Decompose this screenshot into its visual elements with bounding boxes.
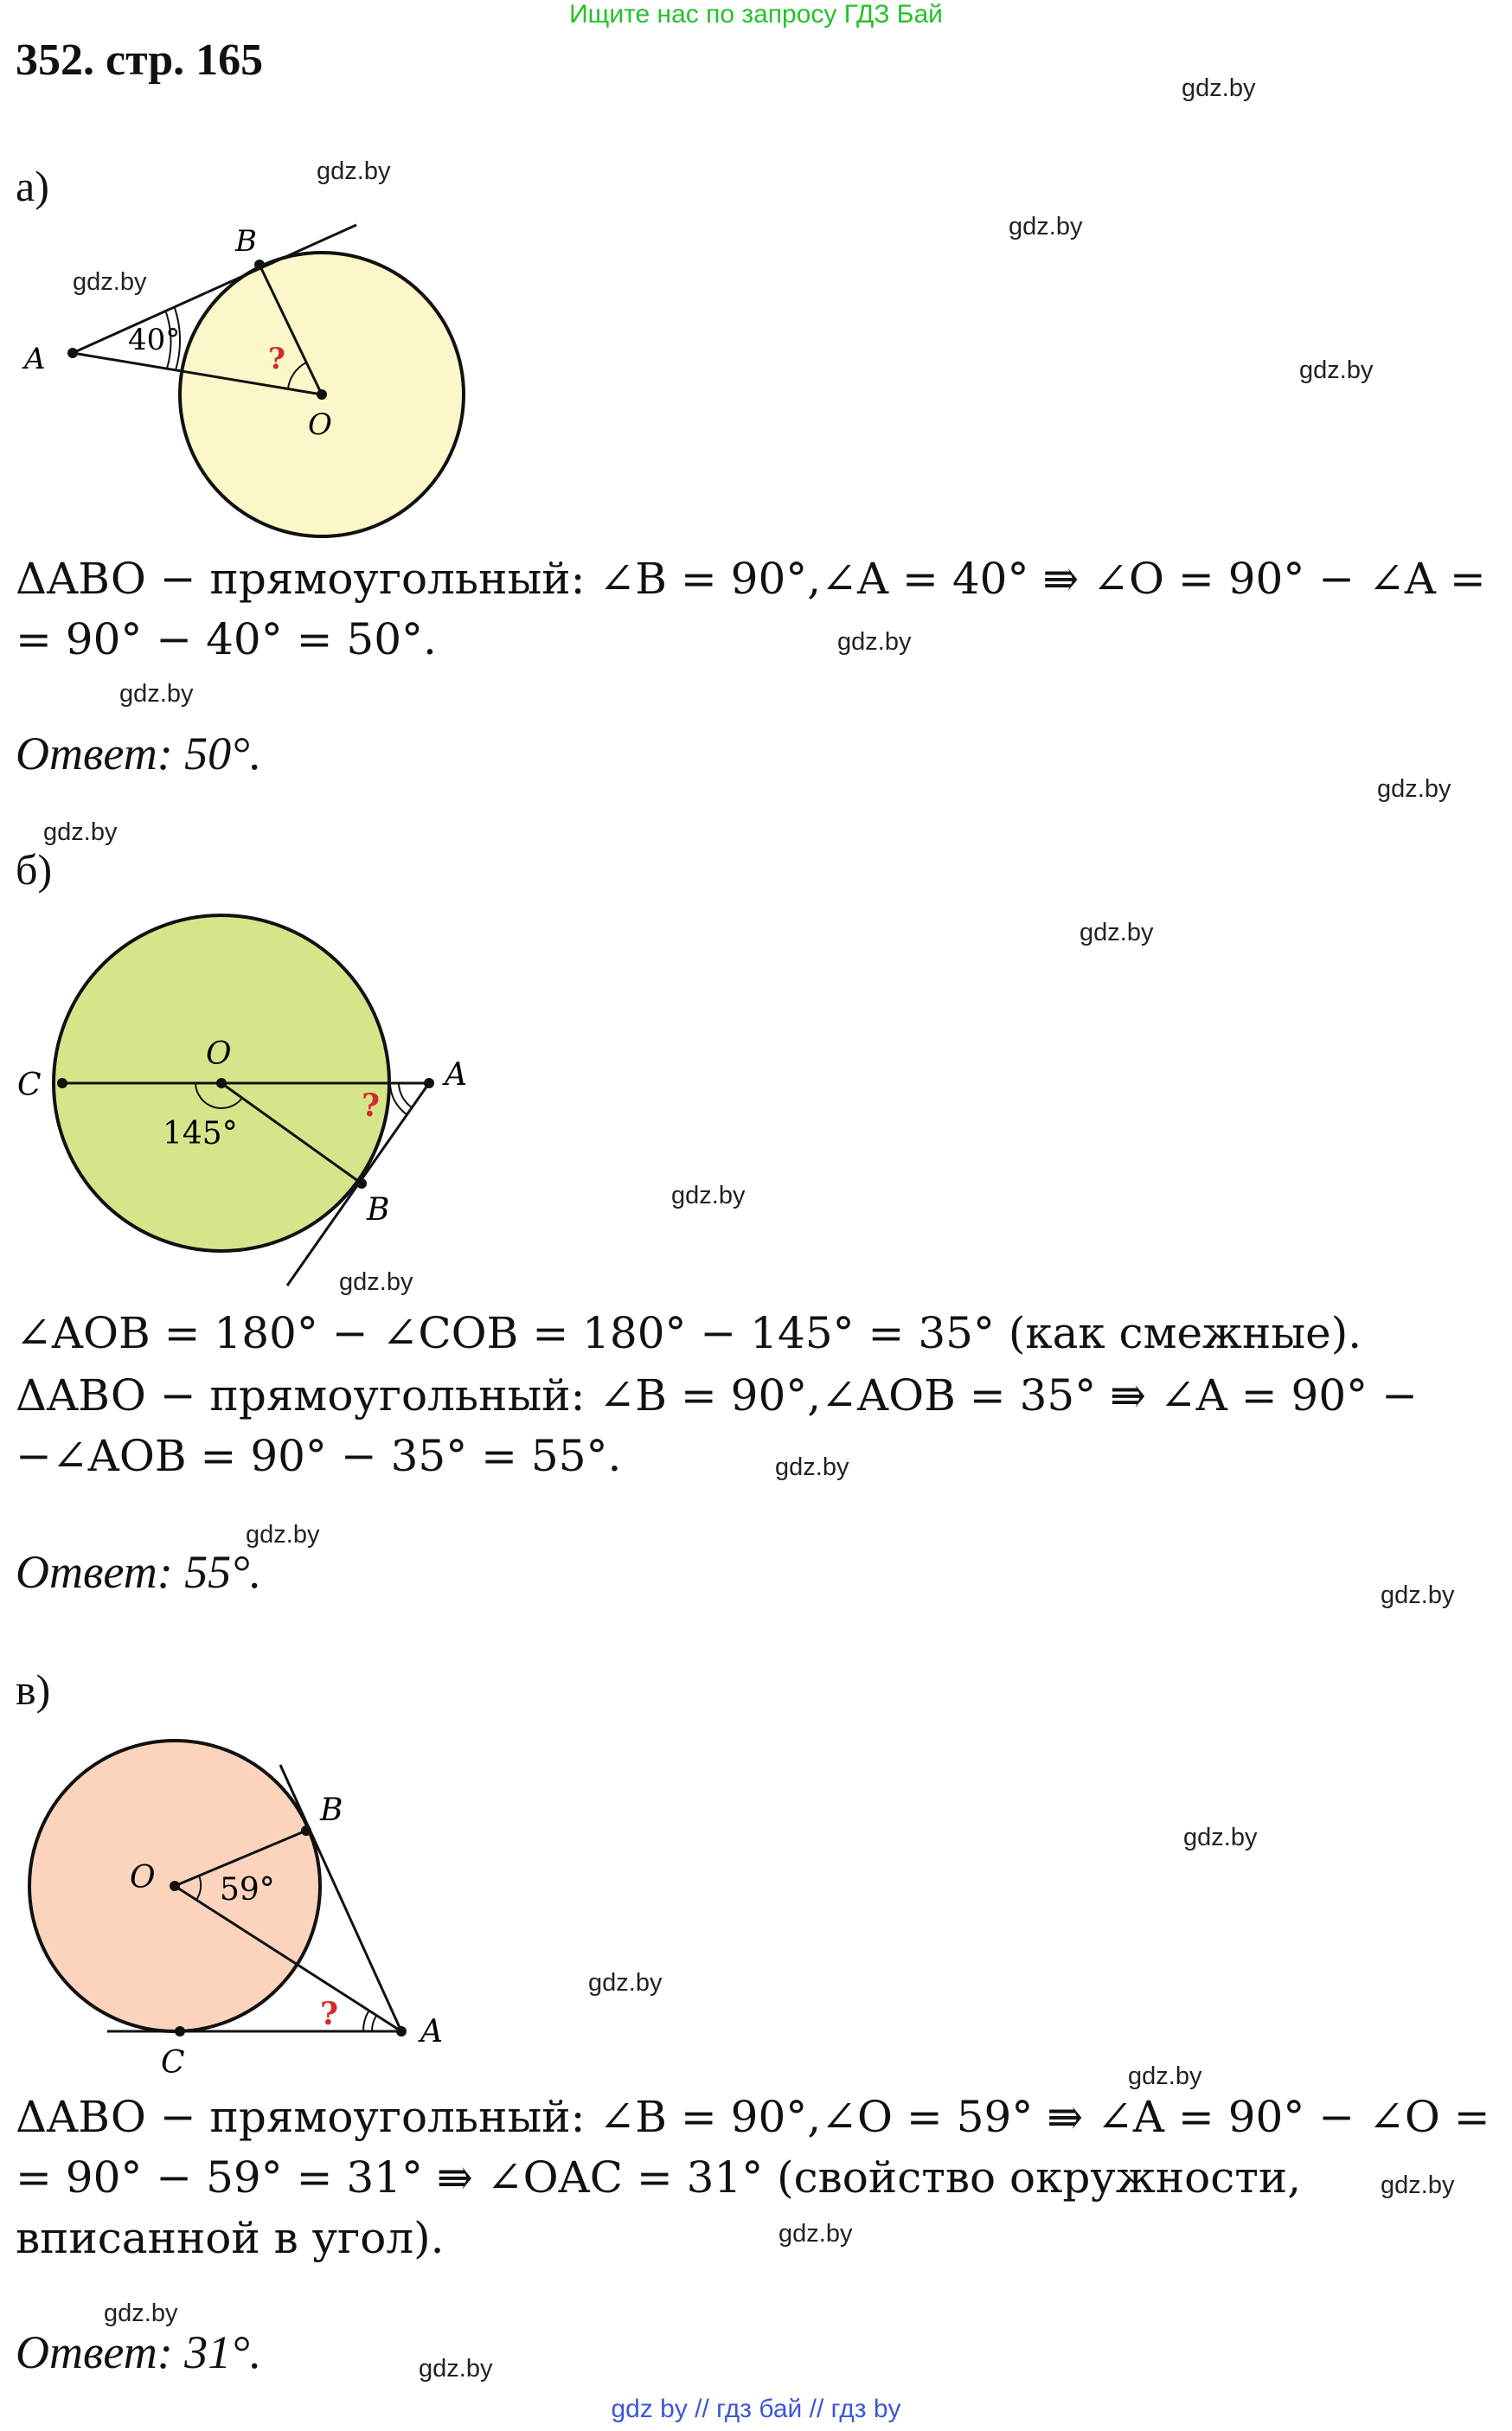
point-c bbox=[175, 2026, 185, 2037]
angle-arc-a1 bbox=[372, 2016, 376, 2031]
watermark: gdz.by bbox=[104, 2300, 178, 2327]
figure-c bbox=[17, 1730, 502, 2081]
part-b-label: б) bbox=[16, 845, 53, 894]
top-banner: Ищите нас по запросу ГДЗ Бай bbox=[569, 0, 943, 29]
solution-c-line2: = 90° − 59° = 31° ⇛ ∠OAC = 31° (свойство окружности, bbox=[16, 2152, 1302, 2203]
label-b: B bbox=[235, 224, 257, 259]
watermark: gdz.by bbox=[671, 1182, 746, 1209]
point-c bbox=[57, 1078, 67, 1088]
angle-value: 145° bbox=[163, 1116, 238, 1151]
part-a-label: а) bbox=[16, 162, 49, 210]
label-a: A bbox=[24, 342, 46, 376]
footer-links: gdz by // гдз бай // гдз by bbox=[611, 2395, 901, 2423]
label-a: A bbox=[445, 1057, 467, 1093]
watermark: gdz.by bbox=[1128, 2062, 1202, 2090]
watermark: gdz.by bbox=[339, 1268, 413, 1296]
answer-b: Ответ: 55°. bbox=[16, 1546, 262, 1598]
figure-a bbox=[17, 208, 502, 571]
solution-c-line1: ΔABO − прямоугольный: ∠B = 90°,∠O = 59° ⇛ ∠A = 90° − ∠O = bbox=[16, 2092, 1490, 2142]
watermark: gdz.by bbox=[1381, 1581, 1455, 1609]
figure-b bbox=[17, 900, 502, 1306]
watermark: gdz.by bbox=[1377, 775, 1451, 803]
watermark: gdz.by bbox=[1299, 356, 1374, 384]
point-b bbox=[301, 1825, 311, 1836]
answer-c: Ответ: 31°. bbox=[16, 2326, 262, 2378]
watermark: gdz.by bbox=[588, 1969, 663, 1997]
label-b: B bbox=[367, 1192, 390, 1228]
answer-a: Ответ: 50°. bbox=[16, 728, 262, 779]
watermark: gdz.by bbox=[1080, 919, 1154, 946]
watermark: gdz.by bbox=[73, 268, 147, 296]
watermark: gdz.by bbox=[1183, 1824, 1258, 1851]
watermark: gdz.by bbox=[1182, 74, 1256, 102]
watermark: gdz.by bbox=[246, 1521, 320, 1549]
point-b bbox=[254, 260, 265, 270]
point-b bbox=[356, 1178, 367, 1189]
solution-c-line3: вписанной в угол). bbox=[16, 2213, 445, 2263]
watermark: gdz.by bbox=[775, 1453, 849, 1481]
label-c: C bbox=[161, 2045, 185, 2081]
label-c: C bbox=[17, 1068, 42, 1103]
label-o: O bbox=[206, 1036, 232, 1072]
solution-b-line2: ΔABO − прямоугольный: ∠B = 90°,∠AOB = 35° ⇛ ∠A = 90° − bbox=[16, 1370, 1418, 1421]
point-o bbox=[317, 389, 327, 400]
angle-value: 40° bbox=[128, 323, 181, 357]
watermark: gdz.by bbox=[778, 2220, 853, 2248]
angle-value: 59° bbox=[220, 1872, 275, 1908]
unknown-mark: ? bbox=[362, 1087, 381, 1124]
watermark: gdz.by bbox=[1009, 213, 1083, 241]
point-o bbox=[216, 1078, 227, 1088]
angle-arc-a2 bbox=[363, 2011, 368, 2031]
solution-b-line1: ∠AOB = 180° − ∠COB = 180° − 145° = 35° (как смежные). bbox=[16, 1308, 1362, 1358]
watermark: gdz.by bbox=[119, 680, 194, 708]
watermark: gdz.by bbox=[43, 818, 118, 846]
unknown-mark: ? bbox=[320, 1996, 339, 2032]
angle-arc-a1 bbox=[399, 1083, 412, 1107]
point-a bbox=[396, 2026, 407, 2037]
watermark: gdz.by bbox=[1381, 2171, 1455, 2199]
point-a bbox=[67, 348, 78, 358]
label-o: O bbox=[308, 407, 332, 442]
point-a bbox=[424, 1078, 434, 1088]
part-c-label: в) bbox=[16, 1665, 51, 1714]
watermark: gdz.by bbox=[419, 2355, 493, 2383]
point-o bbox=[170, 1881, 180, 1891]
exercise-heading: 352. стр. 165 bbox=[16, 35, 264, 85]
label-b: B bbox=[320, 1793, 343, 1828]
solution-a-line2: = 90° − 40° = 50°. bbox=[16, 614, 437, 664]
watermark: gdz.by bbox=[837, 628, 912, 656]
label-a: A bbox=[420, 2014, 443, 2049]
solution-b-line3: −∠AOB = 90° − 35° = 55°. bbox=[16, 1431, 622, 1481]
label-o: O bbox=[130, 1860, 156, 1895]
solution-a-line1: ΔABO − прямоугольный: ∠B = 90°,∠A = 40° ⇛ ∠O = 90° − ∠A = bbox=[16, 554, 1486, 604]
unknown-mark: ? bbox=[268, 342, 285, 376]
watermark: gdz.by bbox=[317, 157, 391, 185]
